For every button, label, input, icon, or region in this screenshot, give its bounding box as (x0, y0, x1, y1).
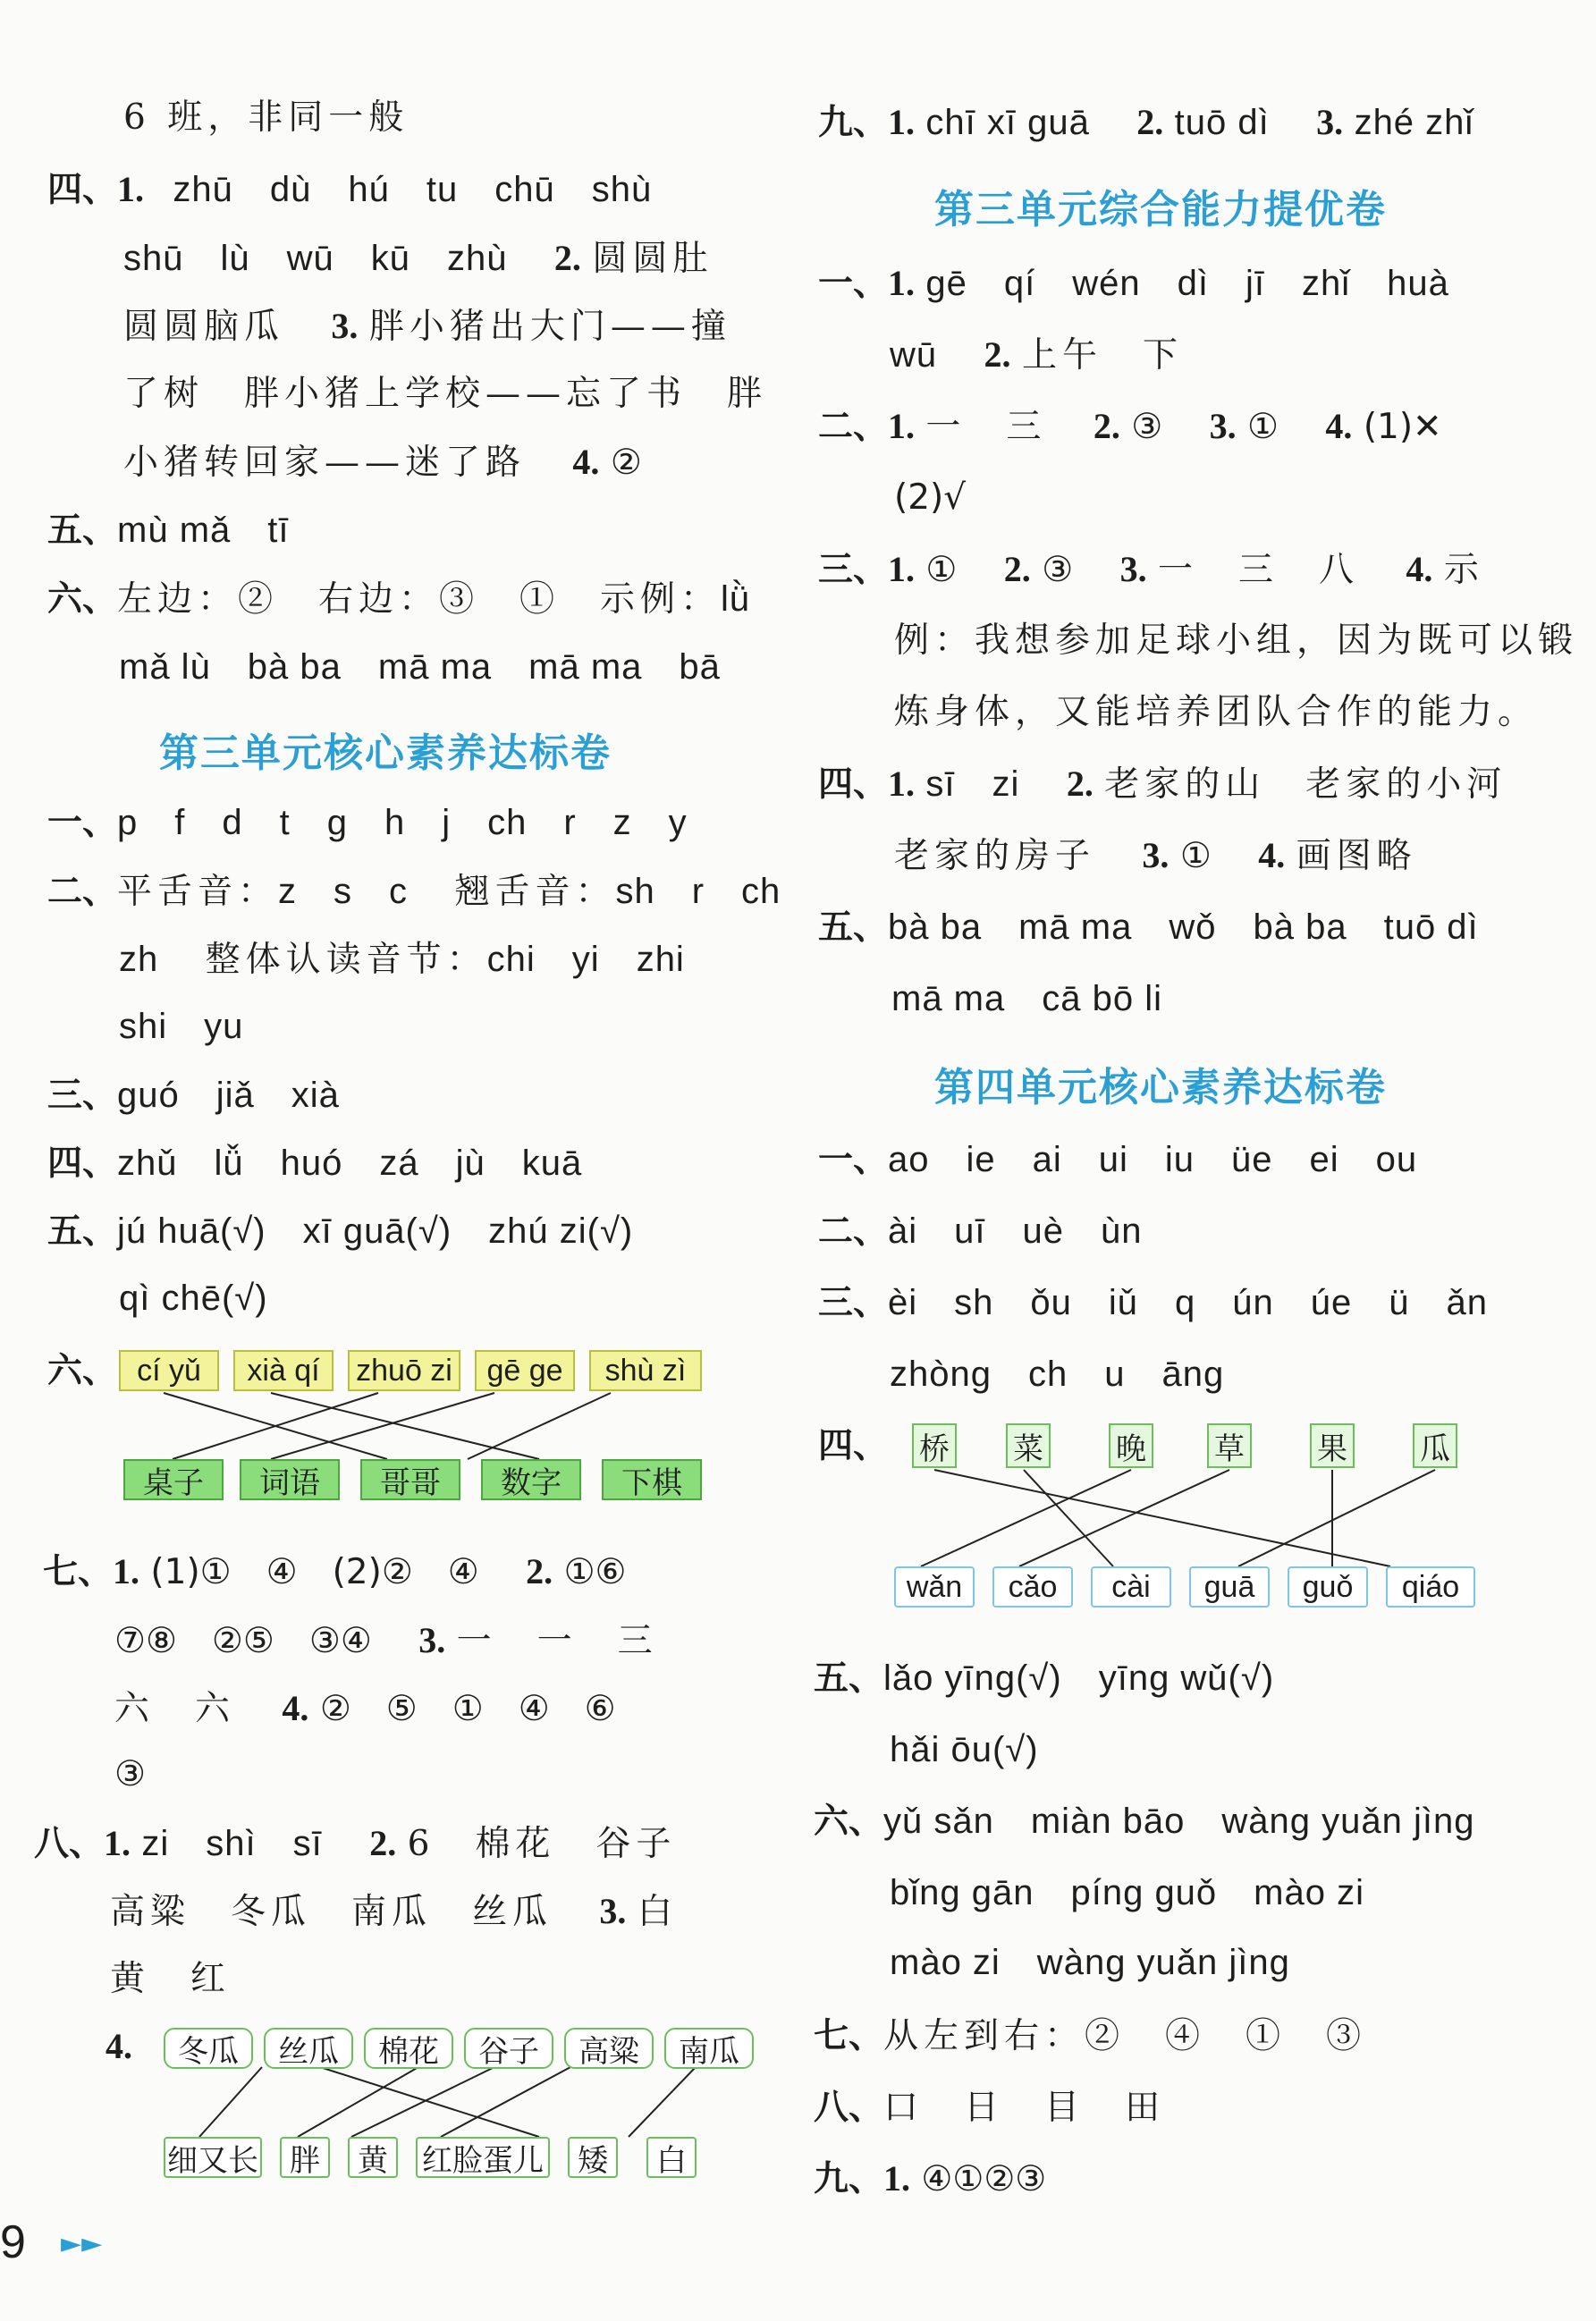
vegetable-tile: 丝瓜 (264, 2028, 353, 2069)
text: ② (610, 443, 642, 483)
h1-section-6 (47, 1346, 117, 1396)
item-number: 2. (1093, 406, 1120, 446)
d-section-7 (814, 2012, 1366, 2061)
section-label: 二、 (818, 1211, 889, 1252)
text: 例：我想参加足球小组，因为既可以锻 (894, 620, 1579, 661)
pinyin: zhū dù hú tu chū shù (173, 170, 653, 209)
text: 炼身体，又能培养团队合作的能力。 (894, 692, 1539, 732)
section-label: 二、 (47, 871, 118, 912)
text: ①⑥ (563, 1552, 627, 1592)
c-section-5-line2 (891, 975, 1162, 1024)
text: 左边：② 右边：③ ① 示例： (117, 579, 722, 620)
c-section-4-line2 (894, 831, 1417, 881)
item-number: 4. (1258, 835, 1286, 875)
item-number: 2. (526, 1551, 553, 1591)
item-number: 3. (1316, 102, 1344, 142)
text: 口 日 目 田 (883, 2088, 1166, 2128)
h1-section-2-line2 (119, 935, 685, 984)
pinyin-tile: cí yǔ (119, 1350, 219, 1391)
section-6-line2 (119, 643, 721, 692)
text: 一 三 (925, 407, 1047, 447)
c-section-2-line2 (894, 474, 966, 522)
section-4 (47, 165, 652, 215)
h1-section-8-item4 (106, 2022, 132, 2072)
section-label: 五、 (814, 1658, 884, 1699)
d-section-3-line2 (890, 1350, 1224, 1399)
section-label: 四、 (47, 1143, 118, 1184)
section-4-line2 (123, 234, 713, 283)
d-section-5 (814, 1654, 1274, 1703)
heading-unit4-core: 第四单元核心素养达标卷 (934, 1065, 1387, 1110)
pinyin: mǎ lù bà ba mā ma mā ma bā (119, 647, 721, 687)
pinyin: tuō dì (1174, 103, 1270, 142)
item-number: 1. (117, 169, 145, 209)
section-label: 四、 (818, 764, 889, 805)
pinyin: guó jiǎ xià (117, 1076, 340, 1115)
d-section-5-line2 (890, 1726, 1039, 1775)
c-section-1-line2 (890, 331, 1183, 380)
pinyin: zhòng ch u āng (890, 1355, 1225, 1394)
item-number: 1. (888, 764, 916, 804)
text: ② ⑤ ① ④ ⑥ (319, 1689, 616, 1729)
h1-section-4 (47, 1139, 582, 1188)
pinyin-tile: gē ge (475, 1350, 575, 1391)
text: ④①②③ (921, 2159, 1047, 2199)
pinyin-tile: wǎn (894, 1566, 975, 1608)
word-tile: 数字 (481, 1459, 581, 1500)
pinyin-tile: qiáo (1386, 1566, 1475, 1608)
item-number: 1. (888, 263, 916, 303)
pinyin: bà ba mā ma wǒ bà ba tuō dì (888, 907, 1479, 947)
text: 平舌音： (117, 872, 279, 912)
pinyin: jú huā(√) xī guā(√) zhú zi(√) (117, 1211, 634, 1251)
c-section-1 (818, 259, 1449, 308)
pinyin: sh r ch (615, 872, 781, 911)
text: 小猪转回家——迷了路 (123, 443, 527, 483)
pinyin: sī zi (925, 764, 1020, 804)
heading-unit3-core: 第三单元核心素养达标卷 (159, 730, 612, 776)
vegetable-tile: 冬瓜 (164, 2028, 253, 2069)
pinyin: mù mǎ tī (117, 511, 290, 550)
character-tile: 菜 (1006, 1423, 1051, 1468)
d-section-1 (818, 1135, 1417, 1185)
item-number: 1. (888, 102, 916, 142)
text: 一 三 八 (1157, 550, 1359, 590)
text: (2)√ (894, 477, 967, 518)
character-tile: 晚 (1109, 1423, 1153, 1468)
text: 画图略 (1296, 836, 1417, 876)
h1-section-5 (47, 1207, 633, 1256)
pinyin: shū lù wū kū zhù (123, 239, 508, 278)
d-section-4 (818, 1422, 888, 1471)
h1-section-3 (47, 1071, 340, 1120)
item-number: 2. (1066, 764, 1094, 804)
d-section-3 (818, 1279, 1488, 1328)
d-section-9 (814, 2155, 1046, 2204)
r-section-9 (818, 98, 1474, 148)
section-label: 五、 (818, 907, 889, 948)
item-number: 4. (1406, 549, 1433, 589)
d-section-6-line3 (890, 1938, 1290, 1988)
section-4-line5 (123, 438, 642, 487)
pinyin: bǐng gān píng guǒ mào zi (890, 1873, 1364, 1912)
pinyin: qì chē(√) (119, 1279, 268, 1318)
d-section-2 (818, 1207, 1143, 1256)
section-5 (47, 506, 290, 555)
text: 圆圆脑瓜 (123, 307, 285, 347)
vegetable-tile: 高粱 (564, 2028, 654, 2069)
section-label: 六、 (47, 578, 118, 620)
matching-pinyin-words (119, 1350, 745, 1529)
c-section-4 (818, 760, 1507, 809)
h1-section-5-line2 (119, 1274, 268, 1323)
section-label: 八、 (814, 2087, 884, 2128)
heading-unit3-comprehensive: 第三单元综合能力提优卷 (934, 187, 1387, 232)
item-number: 2. (1136, 102, 1164, 142)
text: 白 (637, 1892, 678, 1932)
section-label: 七、 (814, 2015, 884, 2056)
section-label: 三、 (47, 1075, 118, 1116)
item-number: 3. (331, 306, 359, 346)
item-number: 1. (888, 406, 916, 446)
d-section-6-line2 (890, 1869, 1364, 1918)
matching-vegetables (164, 2028, 772, 2180)
item-number: 3. (418, 1620, 446, 1660)
section-label: 七、 (43, 1551, 114, 1592)
word-tile: 桌子 (123, 1459, 224, 1500)
text: ① (925, 550, 958, 590)
section-label: 九、 (814, 2158, 884, 2199)
text: ① (1247, 407, 1279, 447)
section-label: 五、 (47, 1211, 118, 1252)
pinyin: ao ie ai ui iu üe ei ou (888, 1140, 1418, 1179)
adjective-tile: 细又长 (164, 2137, 262, 2178)
matching-characters-pinyin (894, 1423, 1502, 1629)
section-label: 一、 (818, 263, 889, 304)
pinyin: wū (890, 335, 938, 375)
h1-section-7 (43, 1548, 627, 1597)
text: 翘舌音： (454, 872, 616, 912)
character-tile: 果 (1310, 1423, 1355, 1468)
section-label: 一、 (47, 802, 118, 843)
item-number: 3. (1119, 549, 1147, 589)
vegetable-tile: 谷子 (464, 2028, 553, 2069)
pinyin: chī xī guā (925, 103, 1090, 142)
section-4-line3 (123, 302, 731, 351)
pinyin: chi yi zhi (486, 940, 685, 979)
h1-section-8-line3 (110, 1955, 231, 2004)
pinyin-tile: cǎo (992, 1566, 1073, 1608)
page-number: 9 (0, 2216, 26, 2268)
section-label: 六、 (47, 1350, 118, 1391)
text: 六 六 (114, 1689, 236, 1729)
h1-section-2-line3 (119, 1002, 243, 1051)
pinyin: lǜ (721, 579, 751, 619)
text: 黄 红 (110, 1959, 232, 1999)
c-section-3 (818, 545, 1484, 595)
item-number: 4. (572, 442, 600, 482)
character-tile: 草 (1207, 1423, 1252, 1468)
item-number: 3. (1142, 835, 1170, 875)
c-section-5 (818, 903, 1479, 952)
text: 6 棉花 谷子 (407, 1824, 677, 1864)
pinyin-tile: xià qí (233, 1350, 334, 1391)
text: 了树 胖小猪上学校——忘了书 胖 (123, 374, 768, 414)
d-section-6 (814, 1797, 1475, 1846)
text: 上午 下 (1021, 335, 1183, 376)
pinyin-tile: shù zì (589, 1350, 702, 1391)
text: 一 一 三 (456, 1621, 658, 1661)
text: 示 (1443, 550, 1484, 590)
pinyin: hǎi ōu(√) (890, 1730, 1039, 1769)
item-number: 1. (104, 1823, 131, 1863)
pinyin-tile: guā (1189, 1566, 1270, 1608)
pinyin: shi yu (119, 1007, 244, 1046)
pinyin: zh (119, 940, 159, 979)
item-number: 4. (106, 2026, 132, 2066)
section-label: 三、 (818, 1282, 889, 1323)
pinyin: mào zi wàng yuǎn jìng (890, 1943, 1290, 1982)
pinyin: ài uī uè ùn (888, 1211, 1143, 1251)
text: ③ (1042, 550, 1074, 590)
character-tile: 桥 (912, 1423, 957, 1468)
text: ① (1179, 836, 1212, 876)
item-number: 4. (282, 1688, 309, 1728)
pinyin: èi sh ǒu iǔ q ún úe ü ǎn (888, 1283, 1488, 1322)
pinyin: gē qí wén dì jī zhǐ huà (925, 264, 1449, 303)
pinyin: lǎo yīng(√) yīng wǔ(√) (883, 1658, 1275, 1698)
pinyin-tile: guǒ (1288, 1566, 1368, 1608)
section-label: 四、 (818, 1425, 889, 1466)
h1-section-8 (34, 1819, 676, 1869)
vegetable-tile: 棉花 (364, 2028, 453, 2069)
vegetable-tile: 南瓜 (664, 2028, 754, 2069)
pinyin: z s c (278, 872, 409, 911)
pinyin: zhé zhǐ (1354, 103, 1474, 142)
item-number: 3. (1209, 406, 1237, 446)
item-number: 2. (1003, 549, 1031, 589)
pinyin: zi shì sī (141, 1824, 323, 1863)
word-tile: 词语 (240, 1459, 340, 1500)
h1-section-2 (47, 867, 781, 916)
adjective-tile: 胖 (280, 2137, 330, 2178)
c-section-3-line3 (894, 688, 1538, 737)
text: 整体认读音节： (205, 940, 487, 980)
pinyin-tile: zhuō zi (348, 1350, 460, 1391)
item-number: 3. (599, 1891, 627, 1931)
text: ⑦⑧ ②⑤ ③④ (114, 1621, 372, 1661)
character-tile: 瓜 (1413, 1423, 1457, 1468)
item-number: 1. (888, 549, 916, 589)
text: 老家的山 老家的小河 (1104, 764, 1507, 805)
pinyin: p f d t g h j ch r z y (117, 803, 688, 842)
item-number: 2. (369, 1823, 397, 1863)
word-tile: 下棋 (602, 1459, 702, 1500)
pinyin-tile: cài (1091, 1566, 1171, 1608)
section-6 (47, 575, 750, 624)
h1-section-8-line2 (110, 1887, 678, 1937)
arrow-right-icon: ►► (61, 2228, 103, 2259)
h1-section-7-line4 (114, 1751, 146, 1799)
adjective-tile: 黄 (348, 2137, 398, 2178)
text: (1)① ④ (2)② ④ (150, 1552, 479, 1592)
section-label: 九、 (818, 102, 889, 143)
word-tile: 哥哥 (360, 1459, 460, 1500)
text: ③ (1131, 407, 1163, 447)
adjective-tile: 矮 (568, 2137, 618, 2178)
item-number: 1. (883, 2158, 911, 2199)
pinyin: yǔ sǎn miàn bāo wàng yuǎn jìng (883, 1802, 1475, 1841)
text: 老家的房子 (894, 836, 1096, 876)
h1-section-1 (47, 798, 688, 848)
section-4-line4 (123, 370, 767, 418)
item-number: 2. (984, 334, 1011, 375)
adjective-tile: 白 (646, 2137, 697, 2178)
c-section-3-line2 (894, 617, 1578, 665)
pinyin: zhǔ lǚ huó zá jù kuā (117, 1144, 583, 1183)
text: 从左到右：② ④ ① ③ (883, 2016, 1367, 2056)
section-label: 八、 (34, 1823, 105, 1864)
text: ③ (114, 1754, 146, 1794)
c-section-2 (818, 402, 1442, 452)
text: 胖小猪出大门——撞 (368, 307, 731, 347)
text: 圆圆肚 (592, 239, 714, 279)
item-number: 4. (1325, 406, 1353, 446)
pinyin: mā ma cā bō li (891, 979, 1162, 1018)
item-number: 1. (113, 1551, 140, 1591)
h1-section-7-line2 (114, 1616, 658, 1666)
adjective-tile: 红脸蛋儿 (416, 2137, 550, 2178)
section-label: 三、 (818, 549, 889, 590)
section-label: 六、 (814, 1801, 884, 1842)
h1-section-7-line3 (114, 1684, 616, 1734)
section-label: 二、 (818, 406, 889, 447)
text: 高粱 冬瓜 南瓜 丝瓜 (110, 1892, 553, 1932)
intro-line (123, 94, 409, 142)
text: (1)✕ (1363, 407, 1442, 447)
d-section-8 (814, 2083, 1165, 2132)
section-label: 五、 (47, 510, 118, 551)
item-number: 2. (553, 238, 581, 278)
text: 6 班，非同一般 (123, 97, 410, 138)
section-label: 一、 (818, 1139, 889, 1180)
section-label: 四、 (47, 169, 118, 210)
